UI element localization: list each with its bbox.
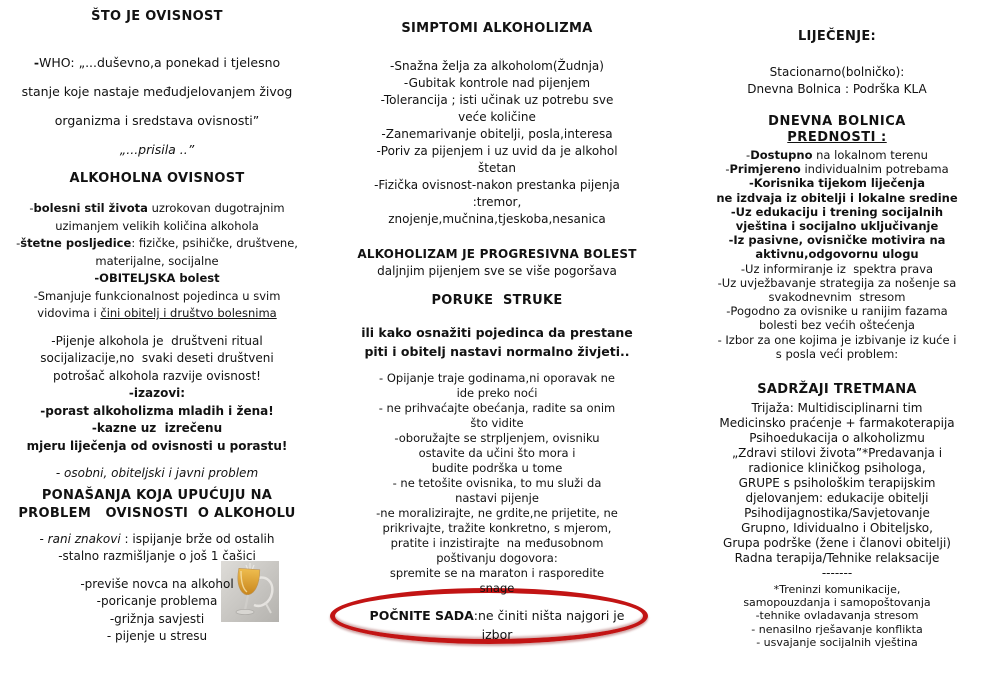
text-line — [336, 625, 658, 644]
text-segment: - — [39, 531, 48, 546]
text-line — [6, 438, 308, 456]
text-line — [6, 218, 308, 236]
text-segment: socijalizacije,no svaki deseti društveni — [40, 351, 274, 365]
text-segment: Dnevna Bolnica : Podrška KLA — [747, 82, 927, 96]
text-segment: uzrokovan dugotrajnim — [147, 201, 285, 215]
text-line — [684, 219, 989, 233]
text-segment: „...prisila ..” — [119, 142, 195, 157]
text-line — [684, 446, 989, 461]
text-segment: :tremor, — [472, 195, 522, 209]
text-line — [684, 191, 989, 205]
text-segment: djelovanjem: edukacije obitelji — [745, 491, 929, 506]
text-line — [684, 566, 989, 581]
text-segment: -Pijenje alkohola je društveni ritual — [51, 333, 263, 348]
text-line — [684, 636, 989, 649]
text-segment: -kazne uz izrečenu — [91, 421, 223, 435]
text-line — [336, 401, 658, 416]
text-segment: rani znakovi — [47, 531, 121, 546]
text-segment: -Smanjuje funkcionalnost pojedinca u svim — [33, 288, 281, 303]
text-segment: - — [29, 201, 34, 215]
text-segment: samopouzdanja i samopoštovanja — [743, 596, 931, 610]
text-segment: -poricanje problema — [96, 594, 218, 608]
heading-dnevna-bolnica — [684, 114, 989, 146]
text-line — [336, 20, 658, 38]
text-segment: prikrivajte, tražite konkretno, s mjerom, — [382, 521, 612, 535]
heading-alkoholna-ovisnost — [6, 170, 308, 188]
text-line — [6, 350, 308, 368]
text-line — [6, 135, 308, 164]
text-line — [336, 566, 658, 581]
text-segment: - osobni, obiteljski i javni problem — [55, 466, 259, 480]
text-segment: PONAŠANJA KOJA UPUĆUJU NA — [41, 487, 273, 503]
text-line — [38, 628, 276, 646]
text-segment: aktivnu,odgovornu ulogu — [755, 247, 919, 262]
text-segment: na lokalnom terenu — [812, 148, 928, 162]
para-warning-behaviours — [38, 576, 276, 646]
text-segment: -Iz pasivne, ovisničke motivira na — [728, 233, 946, 248]
text-segment: - nenasilno rješavanje konflikta — [751, 622, 923, 636]
text-line — [6, 333, 308, 351]
text-segment: izbor — [481, 627, 513, 642]
text-line — [684, 416, 989, 431]
text-segment: ALKOHOLNA OVISNOST — [69, 171, 245, 186]
text-segment: Stacionarno(bolničko): — [769, 65, 905, 79]
text-line — [684, 401, 989, 416]
text-line — [336, 126, 658, 143]
text-segment: PREDNOSTI : — [787, 130, 887, 145]
text-segment: -OBITELJSKA bolest — [94, 271, 220, 285]
para-treatment-types — [684, 64, 989, 98]
text-segment: pratite i inzistirajte na međusobnom — [390, 536, 604, 550]
text-line — [6, 505, 308, 523]
text-segment: spremite se na maraton i rasporedite — [389, 566, 605, 580]
text-segment: stanje koje nastaje međudjelovanjem živog — [21, 84, 293, 99]
column-what-is-addiction — [6, 8, 308, 646]
text-line — [336, 92, 658, 109]
text-line — [336, 476, 658, 491]
text-line — [684, 491, 989, 506]
text-line — [684, 609, 989, 622]
text-line — [38, 611, 276, 629]
text-line — [6, 465, 308, 483]
text-segment: PORUKE STRUKE — [431, 293, 563, 308]
text-segment: svakodnevnim stresom — [768, 290, 906, 305]
text-line — [336, 109, 658, 126]
text-line — [684, 233, 989, 247]
text-segment: - — [16, 236, 21, 250]
text-segment: - — [725, 162, 730, 177]
text-segment: SADRŽAJI TRETMANA — [757, 382, 917, 398]
text-line — [684, 290, 989, 304]
text-segment: ide preko noći — [456, 386, 538, 400]
text-line — [684, 176, 989, 190]
text-line — [336, 160, 658, 177]
text-segment: ŠTO JE OVISNOST — [91, 9, 223, 24]
para-treatment-contents — [684, 401, 989, 581]
text-line — [684, 276, 989, 290]
text-line — [6, 77, 308, 106]
text-line — [6, 487, 308, 505]
text-line — [336, 431, 658, 446]
text-line — [336, 371, 658, 386]
text-segment: „Zdravi stilovi života”*Predavanja i — [731, 446, 943, 461]
heading-ponasanja — [6, 487, 308, 523]
text-segment: -Fizička ovisnost-nakon prestanka pijenja — [374, 178, 620, 192]
text-line — [336, 194, 658, 211]
text-segment: znojenje,mučnina,tjeskoba,nesanica — [388, 212, 606, 226]
text-line — [684, 262, 989, 276]
text-line — [684, 347, 989, 361]
text-line — [336, 581, 658, 596]
text-segment: -Tolerancija ; isti učinak uz potrebu sve — [380, 93, 614, 107]
text-segment: nastavi pijenje — [455, 491, 539, 505]
text-line — [336, 343, 658, 362]
text-line — [6, 288, 308, 306]
text-line — [684, 521, 989, 536]
para-early-signs — [6, 531, 308, 566]
text-line — [336, 177, 658, 194]
text-segment: uzimanjem velikih količina alkohola — [55, 218, 259, 233]
text-segment: ne izdvaja iz obitelji i lokalne sredine — [716, 190, 958, 205]
text-segment: -izazovi: — [128, 386, 186, 400]
text-line — [684, 247, 989, 261]
text-line — [336, 416, 658, 431]
text-line — [336, 263, 658, 280]
text-segment: LIJEČENJE: — [797, 29, 877, 44]
text-segment: Primjereno — [729, 162, 801, 177]
text-line — [336, 58, 658, 75]
text-segment: -oboružajte se strpljenjem, ovisniku — [394, 431, 600, 445]
text-segment: što vidite — [470, 416, 524, 430]
text-line — [684, 551, 989, 566]
heading-progresivna-bolest — [336, 246, 658, 263]
text-segment: -previše novca na alkohol — [80, 576, 234, 591]
column-treatment — [684, 28, 989, 649]
text-segment: -Uz edukaciju i trening socijalnih — [730, 204, 944, 219]
para-advantages — [684, 148, 989, 361]
text-line — [6, 305, 308, 323]
text-segment: materijalne, socijalne — [95, 253, 219, 268]
text-segment: Grupa podrške (žene i članovi obitelji) — [723, 536, 951, 551]
text-segment: GRUPE s psihološkim terapijskim — [738, 476, 936, 491]
text-segment: Trijaža: Multidisciplinarni tim — [751, 401, 923, 416]
text-line — [336, 211, 658, 228]
text-segment: čini obitelj i društvo bolesnima — [100, 306, 277, 320]
para-public-problem — [6, 465, 308, 483]
text-segment: potrošač alkohola razvije ovisnost! — [53, 368, 261, 383]
text-line — [684, 318, 989, 332]
text-line — [6, 8, 308, 26]
text-segment: - — [33, 55, 40, 70]
text-segment: Psihodijagnostika/Savjetovanje — [744, 506, 930, 521]
text-line — [336, 324, 658, 343]
text-segment: individualnim potrebama — [800, 162, 949, 177]
text-segment: Medicinsko praćenje + farmakoterapija — [719, 416, 955, 431]
text-segment: mjeru liječenja od ovisnosti u porastu! — [26, 438, 288, 453]
text-segment: ostavite da učini što mora i — [418, 446, 576, 460]
text-line — [684, 623, 989, 636]
text-segment: : fizičke, psihičke, društvene, — [131, 236, 298, 250]
text-line — [336, 491, 658, 506]
text-segment: ALKOHOLIZAM JE PROGRESIVNA BOLEST — [357, 247, 637, 261]
text-line — [684, 381, 989, 399]
text-line — [6, 235, 308, 253]
text-line — [684, 64, 989, 81]
text-segment: POČNITE SADA — [369, 608, 474, 623]
text-segment: :ne činiti ništa najgori je — [473, 608, 625, 623]
text-segment: -Uz uvježbavanje strategija za nošenje sa — [717, 275, 957, 290]
para-alcohol-dependence — [6, 200, 308, 323]
text-line — [6, 531, 308, 549]
text-segment: snage — [479, 581, 515, 595]
text-line — [336, 521, 658, 536]
text-segment: -tehnike ovladavanja stresom — [755, 609, 919, 623]
text-segment: Psihoedukacija o alkoholizmu — [749, 431, 925, 446]
para-trainings-footnote — [684, 583, 989, 649]
text-line — [336, 386, 658, 401]
text-line — [6, 106, 308, 135]
para-drinking-ritual — [6, 333, 308, 456]
text-line — [684, 114, 989, 130]
text-line — [6, 170, 308, 188]
text-segment: bolesti bez većih oštećenja — [759, 318, 915, 333]
text-line — [38, 593, 276, 611]
text-line — [336, 461, 658, 476]
text-line — [6, 385, 308, 403]
text-segment: -Gubitak kontrole nad pijenjem — [403, 76, 591, 90]
text-segment: budite podrška u tome — [431, 461, 563, 475]
text-segment: ------- — [821, 566, 853, 581]
text-segment: -stalno razmišljanje o još 1 čašici — [58, 549, 256, 563]
text-segment: SIMPTOMI ALKOHOLIZMA — [401, 21, 593, 36]
text-segment: ili kako osnažiti pojedinca da prestane — [361, 325, 633, 340]
para-progression — [336, 263, 658, 280]
text-line — [38, 576, 276, 594]
text-segment: štetan — [477, 161, 516, 175]
text-segment: -Korisnika tijekom liječenja — [749, 176, 925, 191]
text-segment: veće količine — [458, 110, 536, 124]
text-segment: radionice kliničkog psihologa, — [748, 461, 926, 476]
text-line — [684, 536, 989, 551]
text-segment: WHO: „...duševno,a ponekad i tjelesno — [39, 55, 281, 70]
heading-sadrzaji-tretmana — [684, 381, 989, 399]
text-segment: - Opijanje traje godinama,ni oporavak ne — [379, 371, 615, 385]
text-segment: poštivanju dogovora: — [436, 551, 558, 565]
text-segment: Dostupno — [750, 148, 813, 162]
text-line — [684, 461, 989, 476]
text-segment: DNEVNA BOLNICA — [768, 114, 906, 129]
text-line — [6, 270, 308, 288]
text-segment: vidovima i — [37, 306, 101, 320]
text-segment: PROBLEM OVISNOSTI O ALKOHOLU — [18, 505, 296, 521]
text-segment: -ne moralizirajte, ne grdite,ne prijetite, ne — [376, 506, 618, 520]
text-line — [684, 162, 989, 176]
text-segment: -Snažna želja za alkoholom(Žudnja) — [390, 59, 604, 73]
text-line — [684, 476, 989, 491]
text-segment: -Poriv za pijenjem i uz uvid da je alkohol — [376, 144, 618, 158]
heading-simptomi-alkoholizma — [336, 20, 658, 38]
para-who-definition — [6, 48, 308, 164]
text-line — [684, 81, 989, 98]
text-line — [6, 253, 308, 271]
text-line — [336, 246, 658, 263]
text-line — [684, 28, 989, 46]
para-advice-list — [336, 371, 658, 596]
heading-sto-je-ovisnost — [6, 8, 308, 26]
text-line — [336, 292, 658, 310]
text-line — [684, 596, 989, 609]
text-line — [684, 583, 989, 596]
text-segment: -porast alkoholizma mladih i žena! — [40, 403, 274, 418]
heading-poruke-struke — [336, 292, 658, 310]
text-line — [336, 75, 658, 92]
text-segment: - usvajanje socijalnih vještina — [756, 635, 918, 649]
text-segment: -grižnja savjesti — [109, 611, 205, 626]
text-line — [684, 148, 989, 162]
text-line — [684, 130, 989, 146]
text-segment: -Zanemarivanje obitelji, posla,interesa — [381, 127, 613, 141]
text-line — [684, 205, 989, 219]
text-line — [684, 333, 989, 347]
text-segment: Radna terapija/Tehnike relaksacije — [734, 551, 940, 566]
text-line — [336, 551, 658, 566]
text-segment: -Pogodno za ovisnike u ranijim fazama — [726, 304, 948, 319]
text-segment: s posla veći problem: — [775, 346, 899, 361]
text-segment: : ispijanje brže od ostalih — [120, 531, 275, 546]
text-line — [336, 536, 658, 551]
column-symptoms — [336, 20, 658, 644]
text-line — [336, 446, 658, 461]
para-pocnite-sada — [336, 606, 658, 644]
text-segment: daljnjim pijenjem sve se više pogoršava — [377, 264, 617, 278]
heading-lijecenje — [684, 28, 989, 46]
text-segment: *Treninzi komunikacije, — [773, 583, 901, 597]
text-segment: organizma i sredstava ovisnosti” — [54, 113, 260, 128]
text-line — [6, 403, 308, 421]
text-segment: vještina i socijalno uključivanje — [735, 219, 939, 234]
text-segment: - pijenje u stresu — [106, 629, 208, 643]
text-line — [6, 368, 308, 386]
text-segment: -Uz informiranje iz spektra prava — [740, 261, 934, 276]
para-how-to-empower — [336, 324, 658, 361]
text-line — [684, 431, 989, 446]
text-line — [684, 506, 989, 521]
text-line — [336, 506, 658, 521]
text-segment: - — [746, 148, 751, 162]
text-line — [6, 200, 308, 218]
text-segment: piti i obitelj nastavi normalno živjeti.. — [364, 343, 630, 359]
text-line — [336, 606, 658, 625]
text-segment: - ne tetošite ovisnika, to mu služi da — [392, 476, 602, 490]
para-symptoms-list — [336, 58, 658, 228]
text-segment: - Izbor za one kojima je izbivanje iz kuće i — [717, 332, 957, 347]
text-line — [336, 143, 658, 160]
text-segment: štetne posljedice — [20, 236, 132, 250]
text-segment: bolesni stil života — [33, 201, 148, 215]
text-line — [6, 48, 308, 77]
text-line — [6, 420, 308, 438]
text-line — [6, 548, 308, 566]
text-segment: Grupno, Idividualno i Obiteljsko, — [741, 521, 933, 536]
text-segment: - ne prihvaćajte obećanja, radite sa onim — [378, 401, 616, 415]
text-line — [684, 304, 989, 318]
